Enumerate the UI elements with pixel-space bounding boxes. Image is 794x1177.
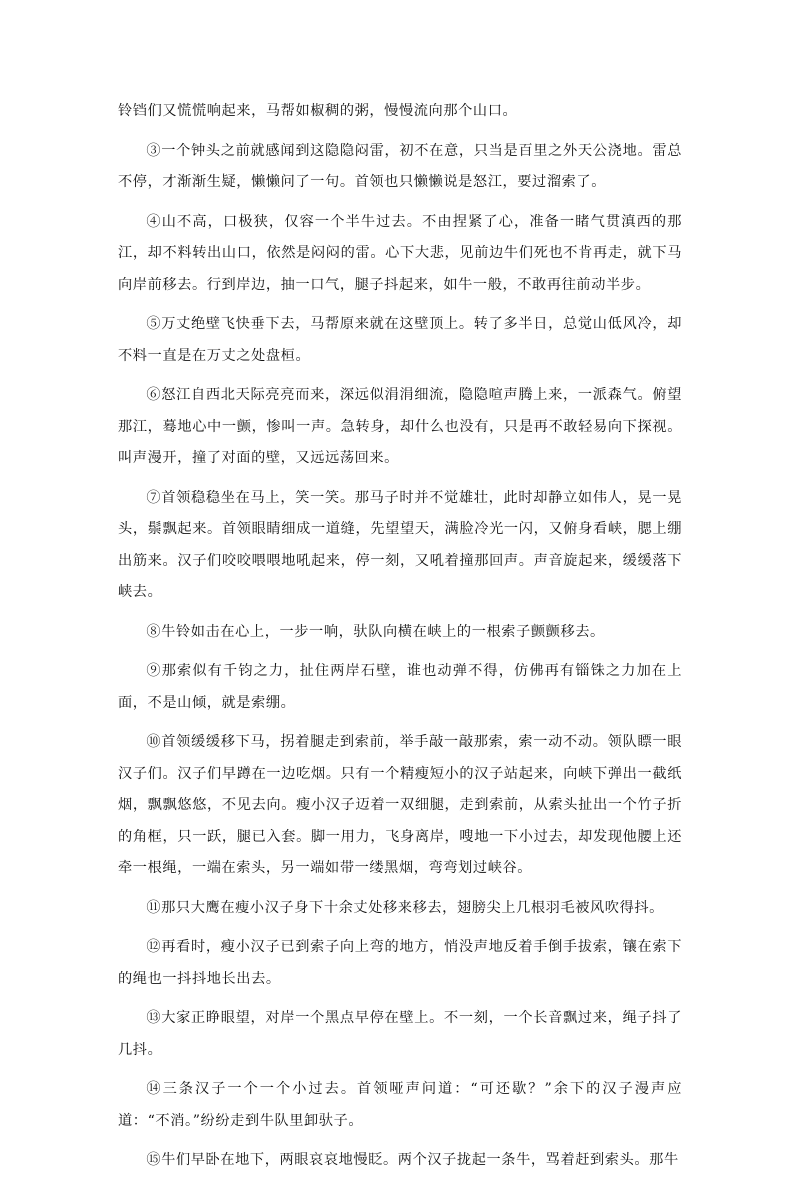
paragraph-4: ④山不高，口极狭，仅容一个半牛过去。不由捏紧了心，准备一睹气贯滇西的那江，却不料转出山口，依然是闷闷的雷。心下大悲，见前边牛们死也不肯再走，就下马向岸前移去。行到岸边，抽一口气，腿子抖起来，如牛一般，不敢再往前动半步。 [118,213,682,293]
paragraph-12: ⑫再看时，瘦小汉子已到索子向上弯的地方，悄没声地反着手倒手拔索，镶在索下的绳也一抖抖地长出去。 [118,939,682,987]
paragraph-11: ⑪那只大鹰在瘦小汉子身下十余丈处移来移去，翅膀尖上几根羽毛被风吹得抖。 [146,899,664,916]
paragraph-continued: 铃铛们又慌慌响起来，马帮如椒稠的粥，慢慢流向那个山口。 [118,103,518,119]
paragraph-15: ⑮牛们早卧在地下，两眼哀哀地慢眨。两个汉子拢起一条牛，骂着赶到索头。那牛 [146,1152,679,1168]
paragraph-6: ⑥怒江自西北天际亮亮而来，深远似涓涓细流，隐隐喧声腾上来，一派森气。俯望那江，蓦地心中一颤，惨叫一声。急转身，却什么也没有，只是再不敢轻易向下探视。叫声漫开，撞了对面的壁，又远远荡回来。 [118,387,682,466]
paragraph-9: ⑨那索似有千钧之力，扯住两岸石壁，谁也动弹不得，仿佛再有锱铢之力加在上面，不是山倾，就是索绷。 [118,663,682,711]
paragraph-7: ⑦首领稳稳坐在马上，笑一笑。那马子时并不觉雄壮，此时却静立如伟人，晃一晃头，鬃飘起来。首领眼睛细成一道缝，先望望天，满脸冷光一闪，又俯身看峡，腮上绷出筋来。汉子们咬咬喂喂地吼起来，停一刻，又吼着撞那回声。声音旋起来，缓缓落下峡去。 [118,489,682,600]
paragraph-8: ⑧牛铃如击在心上，一步一响，驮队向横在峡上的一根索子颤颤移去。 [146,623,605,640]
paragraph-5: ⑤万丈绝壁飞快垂下去，马帮原来就在这壁顶上。转了多半日，总觉山低风冷，却不料一直是在万丈之处盘桓。 [118,316,682,364]
paragraph-13: ⑬大家正睁眼望，对岸一个黑点早停在壁上。不一刻，一个长音飘过来，绳子抖了几抖。 [118,1010,682,1058]
paragraph-10: ⑩首领缓缓移下马，拐着腿走到索前，举手敲一敲那索，索一动不动。领队瞟一眼汉子们。汉子们早蹲在一边吃烟。只有一个精瘦短小的汉子站起来，向峡下弹出一截纸烟，飘飘悠悠，不见去向。瘦小汉子迈着一双细腿，走到索前，从索头扯出一个竹子折的角框，只一跃，腿已入套。脚一用力，飞身离岸，嗖地一下小过去，却发现他腰上还牵一根绳，一端在索头，另一端如带一缕黑烟，弯弯划过峡谷。 [118,734,682,876]
paragraph-14: ⑭三条汉子一个一个小过去。首领哑声问道：“可还歇？”余下的汉子漫声应道：“不消。”纷纷走到牛队里卸驮子。 [118,1081,682,1129]
paragraph-3: ③一个钟头之前就感闻到这隐隐闷雷，初不在意，只当是百里之外天公浇地。雷总不停，才渐渐生疑，懒懒问了一句。首领也只懒懒说是怒江，要过溜索了。 [118,142,682,190]
